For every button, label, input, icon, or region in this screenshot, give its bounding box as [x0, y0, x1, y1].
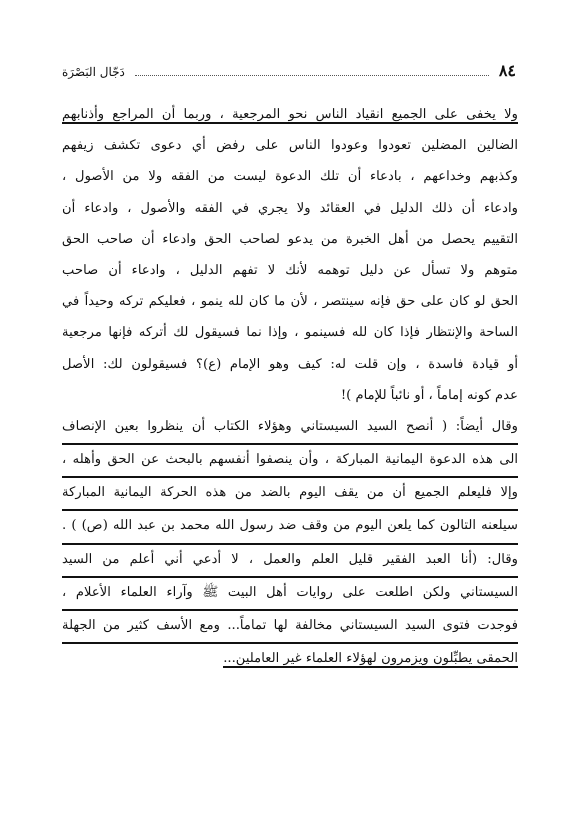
- text-line: الساحة والإنتظار فإذا كان لله فسينمو ، وإذا نما فسيقول لك أتركه فإنها مرجعية: [62, 325, 518, 341]
- quote-line: سيلعنه التالون كما يلعن اليوم من وقف ضد رسول الله محمد بن عبد الله (ص) ) .: [62, 511, 518, 544]
- quote-line: السيستاني ولكن اطلعت على روايات أهل البيت ﷺ وآراء العلماء الأعلام ،: [62, 578, 518, 611]
- quote-line: الى هذه الدعوة اليمانية المباركة ، وأن ينصفوا أنفسهم بالبحث عن الحق وأهله ،: [62, 445, 518, 478]
- header-divider: [135, 74, 489, 76]
- quote-line: الحمقى يطبِّلون ويزمرون لهؤلاء العلماء غير العاملين...: [223, 651, 518, 667]
- text-line: الضالين المضلين تعودوا وعودوا الناس على رفض أي دعوى تكشف زيفهم: [62, 138, 518, 154]
- text-line: وادعاء أن ذلك الدليل في العقائد ولا يجري في الفقه والأصول ، وادعاء أن: [62, 200, 518, 216]
- page-number: ٨٤: [498, 61, 516, 80]
- text-line: وكذبهم وخداعهم ، بادعاء أن تلك الدعوة ليست من الفقه ولا من الأصول ،: [62, 169, 518, 185]
- body-text: [62, 100, 518, 675]
- quote-line: وقال أيضاً: ( أنصح السيد السيستاني وهؤلاء الكتاب أن ينظروا بعين الإنصاف: [62, 412, 518, 445]
- running-title: دَجّال البَصْرَة: [62, 65, 125, 79]
- quote-line: فوجدت فتوى السيد السيستاني مخالفة لها تماماً... ومع الأسف كثير من الجهلة: [62, 611, 518, 644]
- quote-line: وإلا فليعلم الجميع أن من يقف اليوم بالضد من هذه الحركة اليمانية المباركة: [62, 478, 518, 511]
- page-header: [62, 58, 516, 80]
- text-line: ولا يخفى على الجميع انقياد الناس نحو المرجعية ، وربما أن المراجع وأذنابهم: [62, 107, 518, 122]
- text-line: الحق لو كان على حق فإنه سينتصر ، لأن ما كان لله ينمو ، فعليكم تركه وحيداً في: [62, 294, 518, 310]
- quote-line: وقال: (أنا العبد الفقير قليل العلم والعمل ، لا أدعي أني أعلم من السيد: [62, 545, 518, 578]
- text-line: أو قيادة فاسدة ، وإن قلت له: كيف وهو الإمام (ع)؟ فسيقولون لك: الأصل: [62, 356, 518, 372]
- text-line: عدم كونه إماماً ، أو نائباً للإمام )!: [340, 387, 518, 403]
- text-line: متوهم ولا تسأل عن دليل توهمه لأنك لا تفهم الدليل ، وادعاء أن صاحب: [62, 262, 518, 278]
- text-line: التقييم يحصل من أهل الخبرة من يدعو لصاحب الحق وادعاء أن صاحب الحق: [62, 231, 518, 247]
